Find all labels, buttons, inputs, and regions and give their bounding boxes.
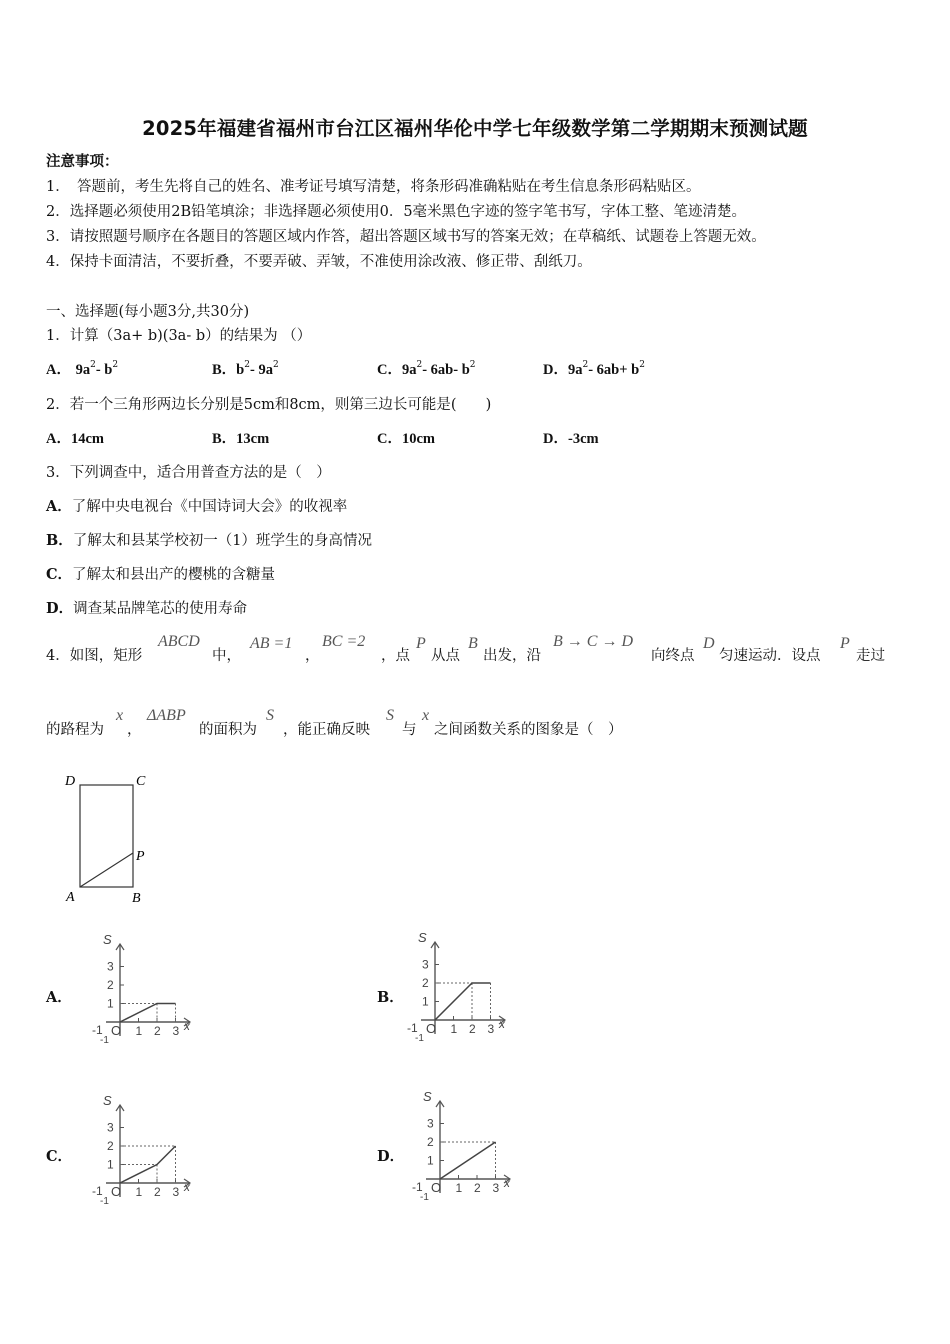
y-axis-label: S [103, 1093, 112, 1108]
q4-text: 走过 [856, 648, 885, 664]
x-axis-label: x [184, 1180, 190, 1194]
q4-text: 出发，沿 [483, 648, 541, 664]
math-s2: S [386, 707, 394, 724]
x-tick-label: 3 [487, 1022, 495, 1036]
q4-text: 与 [402, 722, 417, 738]
x-tick-label: 1 [135, 1024, 143, 1038]
q2-option-d: D．-3cm [543, 431, 599, 447]
neg-y-label: -1 [100, 1196, 109, 1207]
neg-x-label: -1 [92, 1184, 103, 1198]
graph-d [405, 1085, 525, 1205]
x-tick-label: 3 [172, 1185, 180, 1199]
y-axis-label: S [423, 1089, 432, 1104]
q3-option-d: D．调查某品牌笔芯的使用寿命 [46, 600, 248, 617]
math-d: D [703, 635, 715, 652]
notice-item: 3．请按照题号顺序在各题目的答题区域内作答，超出答题区域书写的答案无效；在草稿纸、试题卷上答题无效。 [46, 229, 766, 245]
graph-b [400, 926, 520, 1046]
math-x2: x [422, 707, 430, 724]
x-tick-label: 1 [450, 1022, 458, 1036]
q4-text: 的路程为 [46, 722, 104, 738]
label-b: B [132, 891, 141, 906]
y-tick-label: 3 [107, 959, 114, 974]
q4-text: ，能正确反映 [283, 722, 370, 738]
q4-text: 匀速运动．设点 [719, 648, 821, 664]
label-p: P [136, 849, 145, 864]
series-line [440, 1142, 496, 1179]
x-axis-label: x [499, 1017, 505, 1031]
q4-text: ， [127, 722, 142, 738]
math-bc: BC =2 [322, 633, 366, 650]
q3-option-c: C．了解太和县出产的樱桃的含糖量 [46, 566, 276, 583]
y-tick-label: 2 [422, 976, 429, 990]
x-tick-label: 2 [154, 1024, 161, 1038]
y-tick-label: 3 [107, 1120, 114, 1135]
q4-option-b: B． [377, 989, 404, 1006]
q4-text: 向终点 [651, 648, 695, 664]
math-p2: P [840, 635, 850, 652]
math-b: B [468, 635, 478, 652]
math-path: B → C → D [553, 633, 633, 650]
series-line [435, 983, 491, 1020]
q4-text: ， [305, 648, 320, 664]
q2-option-a: A．14cm [46, 431, 104, 447]
q4-text: 之间函数关系的图象是（ ） [434, 722, 623, 738]
q1-option-b: B．$b^2-$ $9a^2$ [212, 360, 279, 378]
y-tick-label: 2 [107, 1139, 114, 1153]
x-axis-label: x [184, 1019, 190, 1033]
math-abcd: ABCD [158, 633, 200, 650]
math-x: x [116, 707, 124, 724]
q4-option-a: A． [46, 989, 72, 1006]
y-tick-label: 2 [107, 978, 114, 992]
label-a: A [66, 890, 75, 905]
x-tick-label: 3 [492, 1181, 500, 1195]
y-tick-label: 1 [107, 1157, 114, 1172]
q1-option-d: D．$9a^2-$ $6ab+ b^2$ [543, 360, 645, 378]
origin-label: O [111, 1023, 122, 1038]
label-d: D [65, 774, 76, 789]
x-axis-label: x [504, 1176, 510, 1190]
x-tick-label: 2 [469, 1022, 476, 1036]
math-ab: AB =1 [250, 635, 293, 652]
y-axis-label: S [103, 932, 112, 947]
graph-a [85, 928, 205, 1048]
notice-item: 1． 答题前，考生先将自己的姓名、准考证号填写清楚，将条形码准确粘贴在考生信息条形码粘贴区。 [46, 179, 701, 195]
y-axis-label: S [418, 930, 427, 945]
x-tick-label: 2 [474, 1181, 481, 1195]
series-line [120, 1004, 176, 1023]
y-tick-label: 1 [427, 1153, 434, 1168]
math-triangle: ΔABP [147, 707, 186, 724]
math-p: P [416, 635, 426, 652]
question-4-stem-a: 4．如图，矩形 [46, 648, 143, 664]
notice-item: 2．选择题必须使用2B铅笔填涂；非选择题必须使用0．5毫米黑色字迹的签字笔书写，字体工整、笔迹清楚。 [46, 204, 747, 220]
neg-x-label: -1 [92, 1023, 103, 1037]
neg-y-label: -1 [415, 1033, 424, 1044]
section-heading: 一、选择题(每小题3分,共30分) [46, 304, 250, 320]
q3-option-b: B．了解太和县某学校初一（1）班学生的身高情况 [46, 532, 372, 549]
question-2-stem: 2．若一个三角形两边长分别是5cm和8cm，则第三边长可能是( ) [46, 397, 492, 413]
q3-option-a: A．了解中央电视台《中国诗词大会》的收视率 [46, 498, 348, 515]
neg-y-label: -1 [420, 1192, 429, 1203]
x-tick-label: 1 [135, 1185, 143, 1199]
q4-text: 中， [212, 648, 241, 664]
q4-text: 的面积为 [199, 722, 257, 738]
origin-label: O [431, 1180, 442, 1195]
neg-x-label: -1 [412, 1180, 423, 1194]
q4-option-d: D． [377, 1148, 405, 1165]
notice-heading: 注意事项： [46, 153, 119, 170]
q4-option-c: C． [46, 1148, 73, 1165]
q2-option-c: C．10cm [377, 431, 435, 447]
q4-text: ，点 [381, 648, 410, 664]
x-tick-label: 2 [154, 1185, 161, 1199]
question-1-stem: 1．计算（3a+ b)(3a- b）的结果为 （） [46, 328, 312, 344]
rectangle-figure [60, 765, 160, 910]
y-tick-label: 1 [422, 994, 429, 1009]
graph-c [85, 1089, 205, 1209]
origin-label: O [111, 1184, 122, 1199]
y-tick-label: 3 [422, 957, 429, 972]
x-tick-label: 1 [455, 1181, 463, 1195]
question-3-stem: 3．下列调查中，适合用普查方法的是（ ） [46, 465, 331, 481]
neg-y-label: -1 [100, 1035, 109, 1046]
page-title: 2025年福建省福州市台江区福州华伦中学七年级数学第二学期期末预测试题 [142, 117, 808, 140]
q2-option-b: B．13cm [212, 431, 270, 447]
q1-option-a: A． $9a^2-$ $b^2$ [46, 360, 119, 378]
math-s: S [266, 707, 274, 724]
y-tick-label: 2 [427, 1135, 434, 1149]
x-tick-label: 3 [172, 1024, 180, 1038]
neg-x-label: -1 [407, 1021, 418, 1035]
q1-option-c: C．$9a^2-$ 6ab- $b^2$ [377, 360, 476, 378]
y-tick-label: 1 [107, 996, 114, 1011]
notice-item: 4．保持卡面清洁，不要折叠，不要弄破、弄皱，不准使用涂改液、修正带、刮纸刀。 [46, 254, 592, 270]
origin-label: O [426, 1021, 437, 1036]
label-c: C [136, 774, 146, 789]
y-tick-label: 3 [427, 1116, 434, 1131]
q4-text: 从点 [431, 648, 460, 664]
